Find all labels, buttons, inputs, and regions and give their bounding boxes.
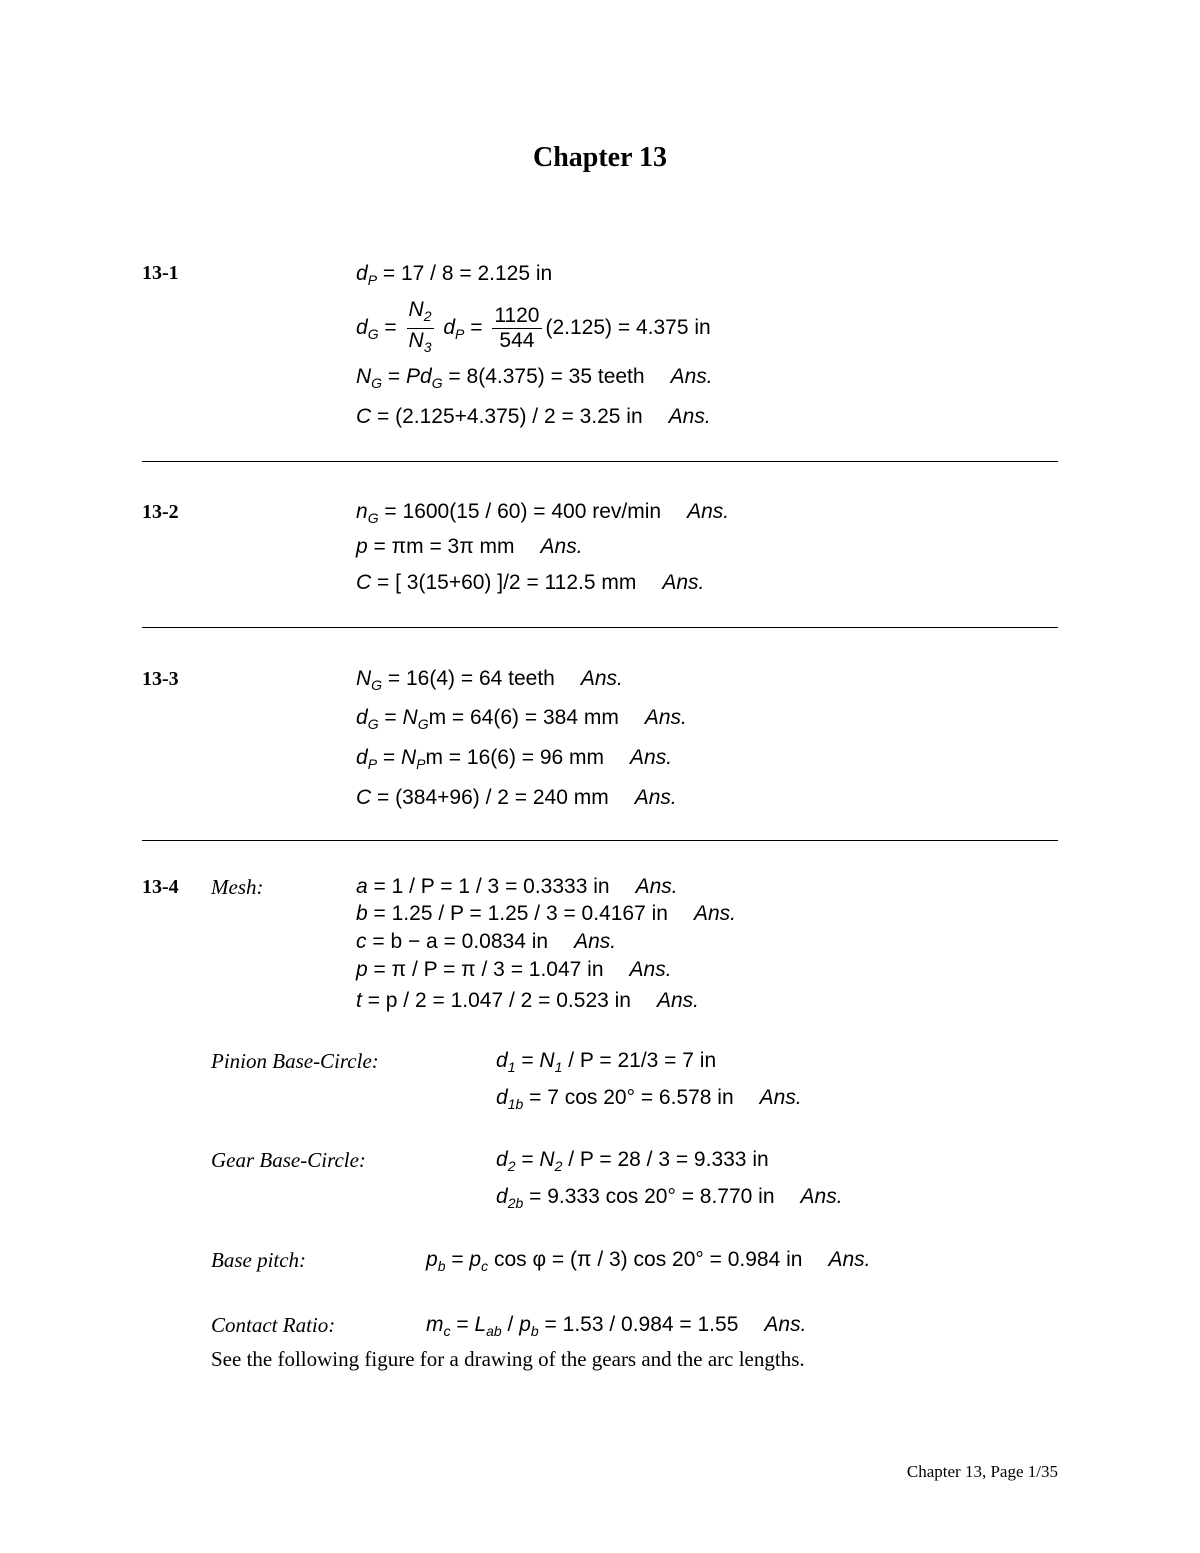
equation-line: $d_G$ = $\frac{N_2}{N_3}$ $d_P$ = $\frac{1120}{544}$ (2.125) = 4.375 in	[356, 298, 711, 355]
equation-line: p = π / P = π / 3 = 1.047 in Ans.	[356, 958, 672, 981]
figure-note: See the following figure for a drawing of the gears and the arc lengths.	[211, 1347, 805, 1371]
equation-line: p = πm = 3π mm Ans.	[356, 535, 583, 558]
section-divider	[142, 840, 1058, 841]
equation-line: $d_P = 17 / 8 = 2.125$ in	[356, 262, 553, 288]
page-title: Chapter 13	[532, 142, 668, 173]
pinion-base-circle-label: Pinion Base-Circle:	[211, 1049, 379, 1073]
equation-line: $d_1 = N_1 / P = 21/3 = 7$ in	[496, 1049, 717, 1075]
equation-line: t = p / 2 = 1.047 / 2 = 0.523 in Ans.	[356, 989, 700, 1012]
equation-line: $p_b = p_c$ cos φ = (π / 3) cos 20° = 0.984 in Ans.	[426, 1248, 871, 1274]
equation-line: c = b − a = 0.0834 in Ans.	[356, 930, 617, 953]
equation-line: C = (384+96) / 2 = 240 mm Ans.	[356, 786, 677, 809]
problem-number: 13-1	[142, 262, 179, 284]
equation-line: C = [ 3(15+60) ]/2 = 112.5 mm Ans.	[356, 571, 705, 594]
gear-base-circle-label: Gear Base-Circle:	[211, 1148, 366, 1172]
equation-line: $d_{2b} = 9.333$ cos 20° = 8.770 in Ans.	[496, 1185, 843, 1211]
base-pitch-label: Base pitch:	[211, 1248, 307, 1272]
equation-line: b = 1.25 / P = 1.25 / 3 = 0.4167 in Ans.	[356, 902, 736, 925]
problem-number: 13-4	[142, 876, 179, 898]
equation-line: a = 1 / P = 1 / 3 = 0.3333 in Ans.	[356, 875, 678, 898]
mesh-label: Mesh:	[211, 875, 264, 899]
equation-line: $d_2 = N_2 / P = 28 / 3 = 9.333$ in	[496, 1148, 769, 1174]
page-footer: Chapter 13, Page 1/35	[906, 1462, 1058, 1481]
equation-line: $d_G = N_Gm = 64(6) = 384$ mm Ans.	[356, 706, 687, 732]
equation-line: $n_G = 1600(15 / 60) = 400$ rev/min Ans.	[356, 500, 730, 526]
section-divider	[142, 461, 1058, 462]
section-divider	[142, 627, 1058, 628]
problem-number: 13-3	[142, 668, 179, 690]
equation-line: $d_P = N_Pm = 16(6) = 96$ mm Ans.	[356, 746, 673, 772]
equation-line: $N_G = 16(4) = 64$ teeth Ans.	[356, 667, 623, 693]
equation-line: C = (2.125+4.375) / 2 = 3.25 in Ans.	[356, 405, 711, 428]
equation-line: $m_c = L_{ab} / p_b = 1.53 / 0.984 = 1.55$ Ans.	[426, 1313, 807, 1339]
contact-ratio-label: Contact Ratio:	[211, 1313, 336, 1337]
equation-line: $N_G = Pd_G = 8(4.375) = 35$ teeth Ans.	[356, 365, 713, 391]
equation-line: $d_{1b} = 7$ cos 20° = 6.578 in Ans.	[496, 1086, 802, 1112]
problem-number: 13-2	[142, 501, 179, 523]
